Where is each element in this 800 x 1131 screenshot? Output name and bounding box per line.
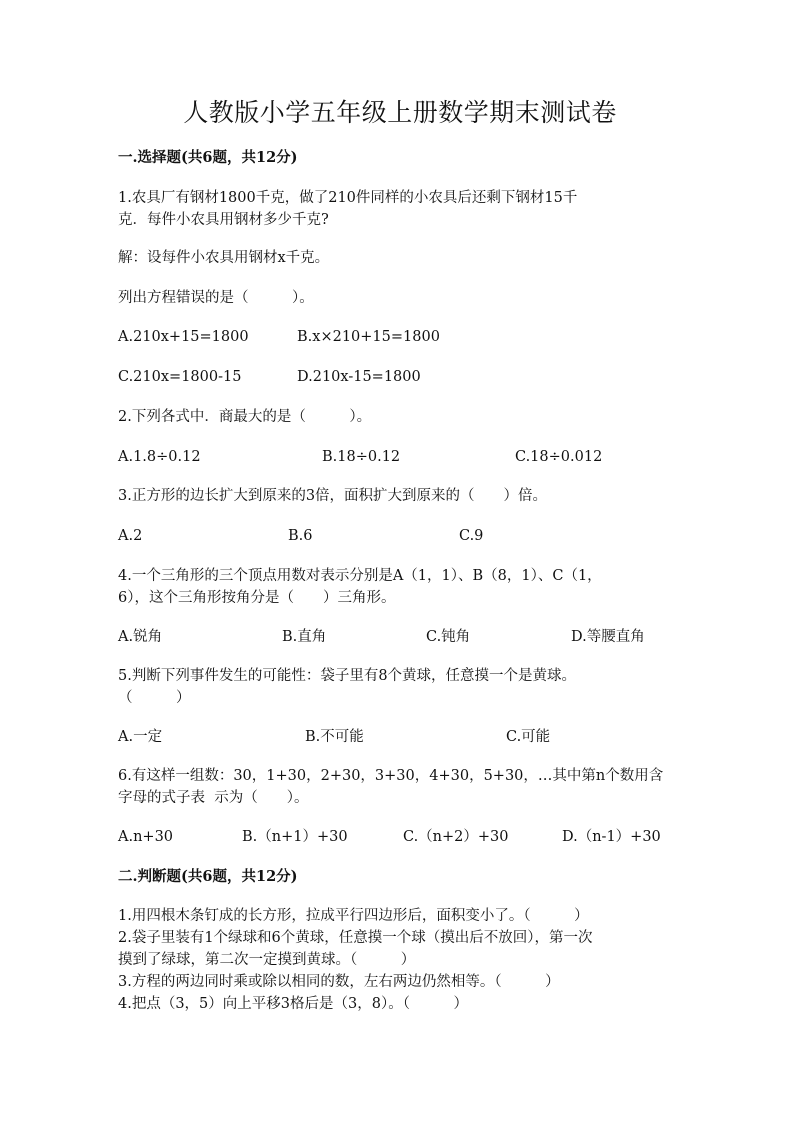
judgement-item-3: 3.方程的两边同时乘或除以相同的数，左右两边仍然相等。（ ） [118, 974, 560, 990]
question-4-option-b: B.直角 [282, 629, 327, 645]
question-5-option-c: C.可能 [506, 729, 551, 745]
question-5-line-2: （ ） [118, 690, 191, 706]
question-6-option-a: A.n+30 [118, 829, 174, 845]
question-2-option-c: C.18÷0.012 [515, 449, 603, 465]
question-1-line-3: 解：设每件小农具用钢材x千克。 [118, 250, 330, 266]
question-5-line-1: 5.判断下列事件发生的可能性：袋子里有8个黄球，任意摸一个是黄球。 [118, 668, 577, 684]
question-6-option-d: D.（n-1）+30 [562, 829, 661, 845]
question-6-option-c: C.（n+2）+30 [403, 829, 509, 845]
judgement-item-2-line-2: 摸到了绿球，第二次一定摸到黄球。（ ） [118, 952, 416, 968]
question-3-option-a: A.2 [118, 528, 143, 544]
question-4-option-a: A.锐角 [118, 629, 163, 645]
section-heading-judgement: 二.判断题(共6题，共12分) [118, 868, 298, 885]
question-3-line-1: 3.正方形的边长扩大到原来的3倍，面积扩大到原来的（ ）倍。 [118, 488, 548, 504]
question-4-line-1: 4.一个三角形的三个顶点用数对表示分别是A（1，1）、B（8，1）、C（1， [118, 568, 602, 584]
judgement-item-1: 1.用四根木条钉成的长方形，拉成平行四边形后，面积变小了。（ ） [118, 908, 589, 924]
question-6-line-1: 6.有这样一组数：30，1+30，2+30，3+30，4+30，5+30，…其中第n个数用含 [118, 768, 664, 784]
section-heading-choice: 一.选择题(共6题，共12分) [118, 149, 298, 166]
question-1-line-1: 1.农具厂有钢材1800千克，做了210件同样的小农具后还剩下钢材15千 [118, 190, 578, 206]
judgement-item-4: 4.把点（3，5）向上平移3格后是（3，8）。（ ） [118, 996, 468, 1012]
question-5-option-b: B.不可能 [305, 729, 364, 745]
question-2-line-1: 2.下列各式中．商最大的是（ ）。 [118, 409, 372, 425]
question-1-option-d: D.210x-15=1800 [297, 369, 421, 385]
judgement-item-2-line-1: 2.袋子里装有1个绿球和6个黄球，任意摸一个球（摸出后不放回），第一次 [118, 930, 593, 946]
question-3-option-b: B.6 [288, 528, 313, 544]
question-1-option-c: C.210x=1800-15 [118, 369, 242, 385]
question-1-option-b: B.x×210+15=1800 [297, 329, 440, 345]
question-6-line-2: 字母的式子表 示为（ ）。 [118, 790, 309, 806]
question-1-line-4: 列出方程错误的是（ ）。 [118, 290, 314, 306]
question-4-line-2: 6），这个三角形按角分是（ ）三角形。 [118, 590, 396, 606]
question-1-option-a: A.210x+15=1800 [118, 329, 249, 345]
question-6-option-b: B.（n+1）+30 [242, 829, 348, 845]
question-2-option-a: A.1.8÷0.12 [118, 449, 201, 465]
question-4-option-c: C.钝角 [426, 629, 471, 645]
question-1-line-2: 克．每件小农具用钢材多少千克? [118, 212, 329, 228]
question-5-option-a: A.一定 [118, 729, 163, 745]
question-4-option-d: D.等腰直角 [571, 629, 645, 645]
question-3-option-c: C.9 [459, 528, 484, 544]
exam-title: 人教版小学五年级上册数学期末测试卷 [183, 98, 617, 127]
question-2-option-b: B.18÷0.12 [322, 449, 401, 465]
